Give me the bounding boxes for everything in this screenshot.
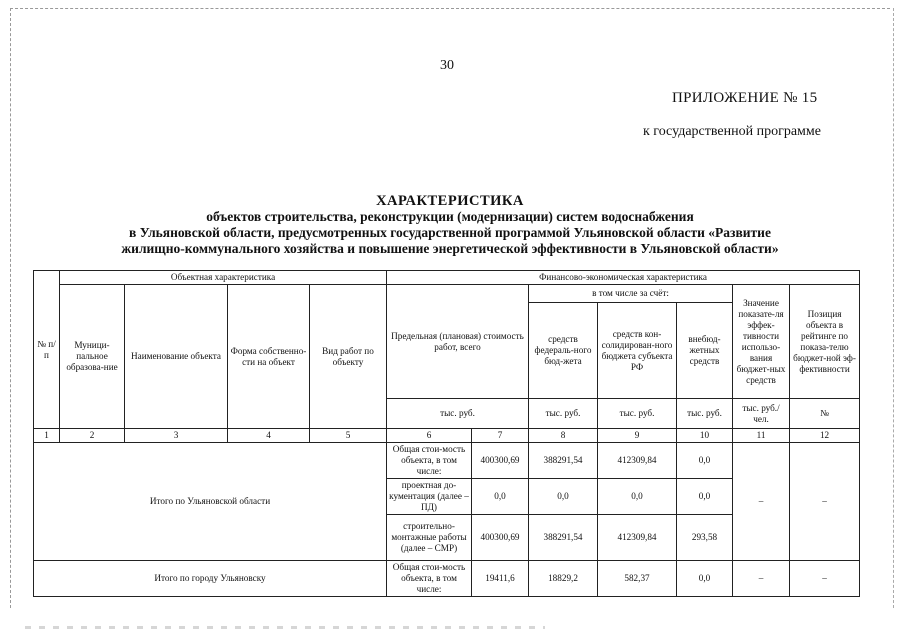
col-header-consolidated: средств кон-солидирован-ного бюджета субъекта РФ	[598, 303, 677, 399]
index-cell: 8	[529, 429, 598, 443]
scan-edge-right	[893, 8, 894, 608]
appendix-subtitle: к государственной программе	[643, 124, 821, 139]
title-line-4: жилищно-коммунального хозяйства и повышение энергетической эффективности в Ульяновской области»	[121, 241, 779, 256]
index-cell: 11	[733, 429, 790, 443]
index-cell: 5	[310, 429, 387, 443]
page-number: 30	[440, 58, 454, 73]
index-cell: 2	[60, 429, 125, 443]
cell-value: 0,0	[529, 479, 598, 515]
col-header-worktype: Вид работ по объекту	[310, 285, 387, 429]
cell-value: 388291,54	[529, 515, 598, 561]
cell-value: 400300,69	[472, 443, 529, 479]
cell-value: 0,0	[677, 443, 733, 479]
index-cell: 10	[677, 429, 733, 443]
cell-value: 388291,54	[529, 443, 598, 479]
col-header-federal: средств федераль-ного бюд-жета	[529, 303, 598, 399]
scan-edge-top	[10, 8, 890, 9]
col-header-municipality: Муници-пальное образова-ние	[60, 285, 125, 429]
unit-consolidated: тыс. руб.	[598, 399, 677, 429]
cell-value: –	[733, 443, 790, 561]
col-header-rating: Позиция объекта в рейтинге по показа-телю бюджет-ной эф-фективности	[790, 285, 860, 399]
region-total-label: Итого по Ульяновской области	[34, 443, 387, 561]
cell-value: –	[790, 561, 860, 597]
index-cell: 12	[790, 429, 860, 443]
col-header-efficiency: Значение показате-ля эффек-тивности использо-вания бюджет-ных средств	[733, 285, 790, 399]
col-header-extrabudget: внебюд-жетных средств	[677, 303, 733, 399]
row-desc: проектная до-кументация (далее – ПД)	[387, 479, 472, 515]
cell-value: 0,0	[472, 479, 529, 515]
row-desc: Общая стои-мость объекта, в том числе:	[387, 443, 472, 479]
document-title	[40, 193, 860, 257]
cell-value: 19411,6	[472, 561, 529, 597]
unit-rating: №	[790, 399, 860, 429]
cell-value: 18829,2	[529, 561, 598, 597]
cell-value: 400300,69	[472, 515, 529, 561]
index-cell: 6	[387, 429, 472, 443]
group-header-object: Объектная характеристика	[60, 271, 387, 285]
col-header-num: № п/п	[34, 271, 60, 429]
index-cell: 9	[598, 429, 677, 443]
col-header-ownership: Форма собственно-сти на объект	[228, 285, 310, 429]
scan-edge-left	[10, 8, 11, 608]
cell-value: –	[790, 443, 860, 561]
cell-value: 412309,84	[598, 443, 677, 479]
unit-cost: тыс. руб.	[387, 399, 529, 429]
appendix-heading: ПРИЛОЖЕНИЕ № 15	[672, 90, 818, 106]
title-line-2: объектов строительства, реконструкции (модернизации) систем водоснабжения	[206, 209, 694, 224]
col-header-cost: Предельная (плановая) стоимость работ, всего	[387, 285, 529, 399]
table-row	[34, 443, 860, 479]
index-cell: 3	[125, 429, 228, 443]
index-cell: 1	[34, 429, 60, 443]
unit-federal: тыс. руб.	[529, 399, 598, 429]
title-line-1: ХАРАКТЕРИСТИКА	[376, 193, 524, 209]
row-desc: Общая стои-мость объекта, в том числе:	[387, 561, 472, 597]
index-cell: 4	[228, 429, 310, 443]
cell-value: 293,58	[677, 515, 733, 561]
index-cell: 7	[472, 429, 529, 443]
cell-value: –	[733, 561, 790, 597]
cell-value: 582,37	[598, 561, 677, 597]
city-total-label: Итого по городу Ульяновску	[34, 561, 387, 597]
title-line-3: в Ульяновской области, предусмотренных государственной программой Ульяновской области «Развитие	[129, 225, 771, 240]
col-header-including: в том числе за счёт:	[529, 285, 733, 303]
cell-value: 0,0	[677, 479, 733, 515]
table-row	[34, 561, 860, 597]
cell-value: 412309,84	[598, 515, 677, 561]
unit-efficiency: тыс. руб./чел.	[733, 399, 790, 429]
cell-value: 0,0	[598, 479, 677, 515]
cell-value: 0,0	[677, 561, 733, 597]
characteristics-table	[33, 270, 860, 597]
row-desc: строительно-монтажные работы (далее – СМР)	[387, 515, 472, 561]
col-header-name: Наименование объекта	[125, 285, 228, 429]
unit-extrabudget: тыс. руб.	[677, 399, 733, 429]
group-header-finance: Финансово-экономическая характеристика	[387, 271, 860, 285]
scan-artifact	[25, 626, 545, 629]
